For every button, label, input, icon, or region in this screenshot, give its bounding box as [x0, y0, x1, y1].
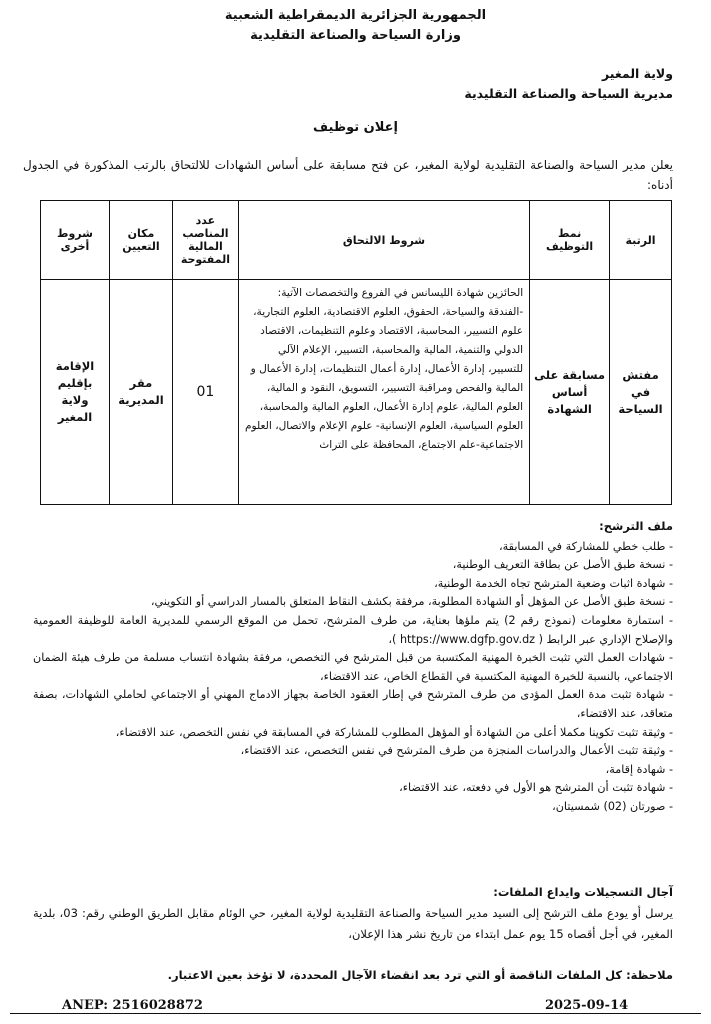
header-rank: الرتبة	[610, 201, 672, 280]
cell-other: الإقامة بإقليم ولاية المغير	[41, 280, 110, 505]
list-item: - استمارة معلومات (نموذج رقم 2) يتم ملؤها بعناية، من طرف المترشح، تحمل من الموقع الرسمي للمديرية العامة للوظيفة العمومية والإصلاح الإداري عبر الرابط ( https://www.dgfp.gov.dz )،	[33, 613, 673, 646]
header-conditions: شروط الالتحاق	[238, 201, 529, 280]
header-other: شروط أخرى	[41, 201, 110, 280]
table-header-row	[41, 201, 672, 280]
list-item: - نسخة طبق الأصل عن المؤهل أو الشهادة المطلوبة، مرفقة بكشف النقاط المتعلق بالمسار الدراسي أو التكويني،	[150, 595, 673, 609]
list-item: - طلب خطي للمشاركة في المسابقة،	[499, 539, 673, 553]
deadline-text: يرسل أو يودع ملف الترشح إلى السيد مدير السياحة والصناعة التقليدية لولاية المغير، حي الوئام مقابل الطريق الوطني رقم: 03، بلدية المغير، في أجل أقصاه 15 يوم عمل ابتداء من تاريخ نشر هذا الإعلان،	[33, 906, 673, 941]
list-item: - وثيقة تثبت تكوينا مكملا أعلى من الشهادة أو المؤهل المطلوب للمشاركة في المسابقة في نفس التخصص، عند الاقتضاء،	[115, 725, 673, 739]
anep-reference: ANEP: 2516028872	[62, 998, 203, 1013]
list-item: - شهادة إقامة،	[605, 762, 673, 776]
header-mode: نمط التوظيف	[530, 201, 610, 280]
positions-table	[40, 200, 672, 505]
cell-conditions: الحائزين شهادة الليسانس في الفروع والتخصصات الآتية: -الفندقة والسياحة، الحقوق، العلوم الاقتصادية، العلوم التجارية، علوم التسيير، المحاسبة، الاقتصاد وعلوم التنظيمات، الاقتصاد الدولي والتنمية، المالية والمحاسبة، التسيير، الإعلام الآلي للتسيير، إدارة الأعمال، إدارة أعمال التنظيمات، إدارة الأعمال و المالية والفحص ومراقبة التسيير، التسويق، النقود و المالية، العلوم المالية، علوم إدارة الأعمال، العلوم المالية والمحاسبة، العلوم السياسية، العلوم الإنسانية- علوم الإعلام والاتصال، العلوم الاجتماعية-علم الاجتماع، المحافظة على التراث	[238, 280, 529, 505]
directorate-name: مديرية السياحة والصناعة التقليدية	[464, 86, 673, 101]
table-row	[41, 280, 672, 505]
wilaya-name: ولاية المغير	[602, 66, 673, 81]
deadline-heading: آجال التسجيلات وايداع الملفات:	[493, 885, 673, 899]
announcement-title: إعلان توظيف	[313, 120, 398, 135]
footer-divider	[10, 1013, 701, 1014]
ministry-title: وزارة السياحة والصناعة التقليدية	[250, 28, 461, 43]
republic-title: الجمهورية الجزائرية الديمقراطية الشعبية	[224, 8, 487, 23]
list-item: - شهادة اثبات وضعية المترشح تجاه الخدمة الوطنية،	[434, 576, 673, 590]
cell-rank: مفتش في السياحة	[610, 280, 672, 505]
note-text: ملاحظة: كل الملفات الناقصة أو التي ترد بعد انقضاء الآجال المحددة، لا تؤخذ بعين الاعتبار.	[167, 968, 673, 982]
deadline-section	[33, 882, 673, 945]
cell-positions: 01	[172, 280, 238, 505]
list-item: - شهادات العمل التي تثبت الخبرة المهنية المكتسبة من قبل المترشح في التخصص، مرفقة بشهادة انتساب مسلمة من طرف هيئة الضمان الاجتماعي، بالنسبة للخبرة المهنية المكتسبة في القطاع الخاص، عند الاقتضاء،	[33, 651, 673, 683]
application-file-section	[33, 517, 673, 817]
publication-date: 2025-09-14	[545, 998, 629, 1013]
intro-paragraph: يعلن مدير السياحة والصناعة التقليدية لولاية المغير، عن فتح مسابقة على أساس الشهادات للالتحاق بالرتب المذكورة في الجدول أدناه:	[23, 158, 673, 192]
list-item: - صورتان (02) شمسيتان،	[552, 799, 673, 813]
list-item: - وثيقة تثبت الأعمال والدراسات المنجزة من طرف المترشح في نفس التخصص، عند الاقتضاء،	[240, 744, 673, 758]
cell-mode: مسابقة على أساس الشهادة	[530, 280, 610, 505]
application-file-heading: ملف الترشح:	[599, 519, 673, 533]
list-item: - شهادة تثبت مدة العمل المؤدى من طرف المترشح في إطار العقود الخاصة بجهاز الادماج المهني أو الاجتماعي لحاملي الشهادات، بصفة متعاقد، عند الاقتضاء،	[33, 688, 673, 720]
header-place: مكان التعيين	[109, 201, 172, 280]
list-item: - نسخة طبق الأصل عن بطاقة التعريف الوطنية،	[452, 558, 673, 572]
cell-place: مقر المديرية	[109, 280, 172, 505]
list-item: - شهادة تثبت أن المترشح هو الأول في دفعته، عند الاقتضاء،	[399, 781, 673, 795]
header-positions: عدد المناصب المالية المفتوحة	[172, 201, 238, 280]
